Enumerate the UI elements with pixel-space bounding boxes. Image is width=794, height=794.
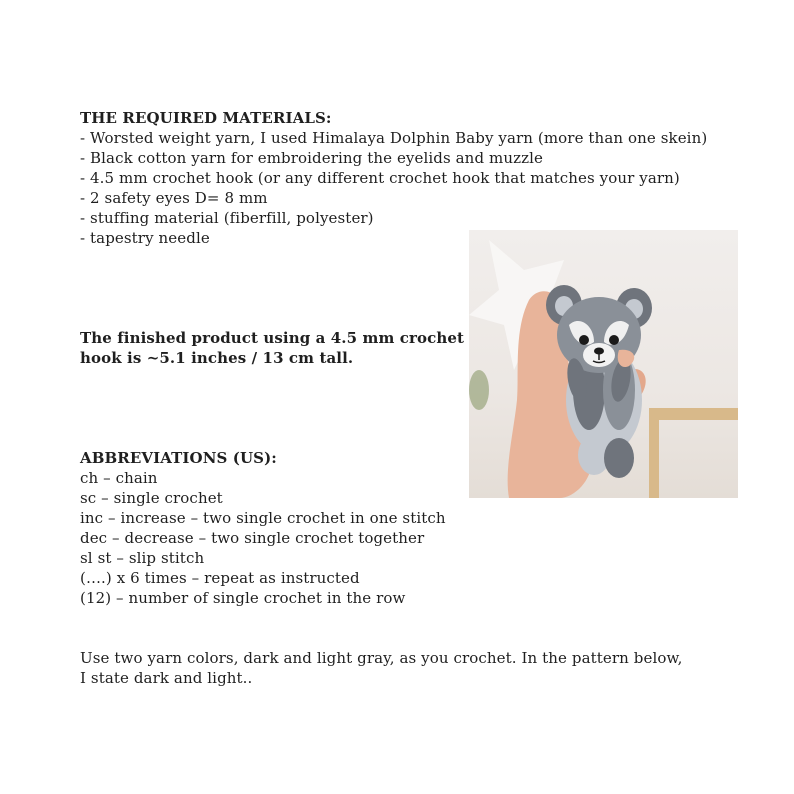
abbreviation-item: dec – decrease – two single crochet together	[80, 529, 425, 547]
materials-item: - 2 safety eyes D= 8 mm	[80, 189, 268, 207]
abbreviation-item: ch – chain	[80, 469, 158, 487]
materials-item: - 4.5 mm crochet hook (or any different crochet hook that matches your yarn)	[80, 169, 680, 187]
materials-item: - Black cotton yarn for embroidering the eyelids and muzzle	[80, 149, 543, 167]
finished-size-line: The finished product using a 4.5 mm crochet	[80, 329, 465, 347]
materials-heading: THE REQUIRED MATERIALS:	[80, 109, 332, 127]
abbreviation-item: inc – increase – two single crochet in one stitch	[80, 509, 446, 527]
raccoon-toy-photo	[469, 230, 738, 498]
abbreviation-item: (….) x 6 times – repeat as instructed	[80, 569, 360, 587]
abbreviation-item: sl st – slip stitch	[80, 549, 205, 567]
materials-item: - stuffing material (fiberfill, polyester)	[80, 209, 374, 227]
finished-size-line: hook is ~5.1 inches / 13 cm tall.	[80, 349, 354, 367]
raccoon-toy-illustration	[469, 230, 738, 498]
note-line: Use two yarn colors, dark and light gray, as you crochet. In the pattern below,	[80, 649, 683, 667]
materials-item: - Worsted weight yarn, I used Himalaya Dolphin Baby yarn (more than one skein)	[80, 129, 708, 147]
abbreviations-heading: ABBREVIATIONS (US):	[80, 449, 277, 467]
abbreviation-item: (12) – number of single crochet in the row	[80, 589, 406, 607]
abbreviation-item: sc – single crochet	[80, 489, 223, 507]
materials-item: - tapestry needle	[80, 229, 210, 247]
note-line: I state dark and light..	[80, 669, 253, 687]
